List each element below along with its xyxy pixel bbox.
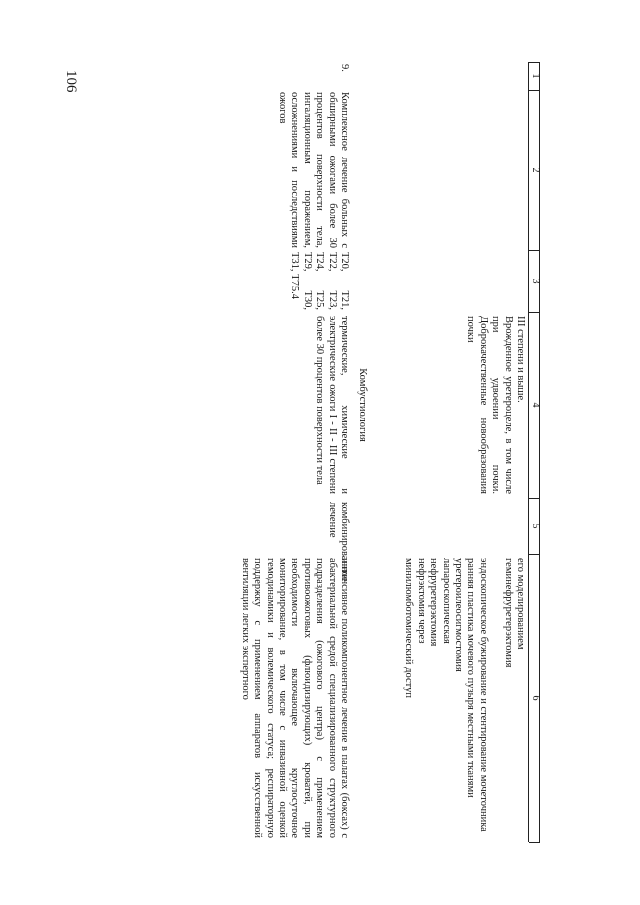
header-col-4: 4 (530, 402, 541, 408)
rotated-table (110, 62, 540, 842)
header-col-3: 3 (530, 278, 541, 284)
col-border-6 (529, 842, 540, 843)
section-title: Комбустиология (357, 368, 368, 442)
row-treatment: комбинированное лечение (326, 502, 350, 582)
header-col-6: 6 (530, 695, 541, 701)
header-col-1: 1 (530, 73, 541, 79)
row-codes: Т20, Т21, Т22, Т23, Т24, Т25, Т29, Т30, Т31, Т75.4 (289, 252, 350, 310)
table (110, 62, 540, 842)
row-method: интенсивное поликомпонентное лечение в палатах (боксах) с абактериальной средой специализированного структурного подразделения (ожогового центра) с применением противоожоговых (флюидизирующих) кроватей, при необходимости включающее круглосуточное мониторирование, в том числе с инвазивной оценкой гемодинамики и волемического статуса; респираторную поддержку с применением аппаратов искусственной вентиляции легких экспертного (239, 558, 350, 838)
row-model: термические, химические и электрические ожоги I - II - III степени более 30 процентов поверхности тела (314, 316, 350, 494)
row-name: Комплексное лечение больных с обширными ожогами более 30 процентов поверхности тела, ингаляционным поражением, осложнениями и последствиями ожогов (276, 92, 350, 248)
row-number: 9. (339, 64, 350, 72)
header-col-5: 5 (530, 523, 541, 529)
continuation-method-text: его моделированием геминефруретерэктомия эндоскопическое бужирование и стентирование мочеточника ранняя пластика мочевого пузыря местными тканями уретероилеосигмостомия лапароскопическая нефруретерэктомия нефрэктомия через минилюмботомический доступ (403, 558, 526, 832)
page-number: 106 (63, 70, 79, 93)
header-bottom-border (528, 62, 529, 842)
continuation-model-text: III степени и выше. Врожденное уретероцеле, в том числе при удвоении почки. Доброкачественные новообразования почки (465, 316, 526, 494)
header-col-2: 2 (530, 167, 541, 173)
